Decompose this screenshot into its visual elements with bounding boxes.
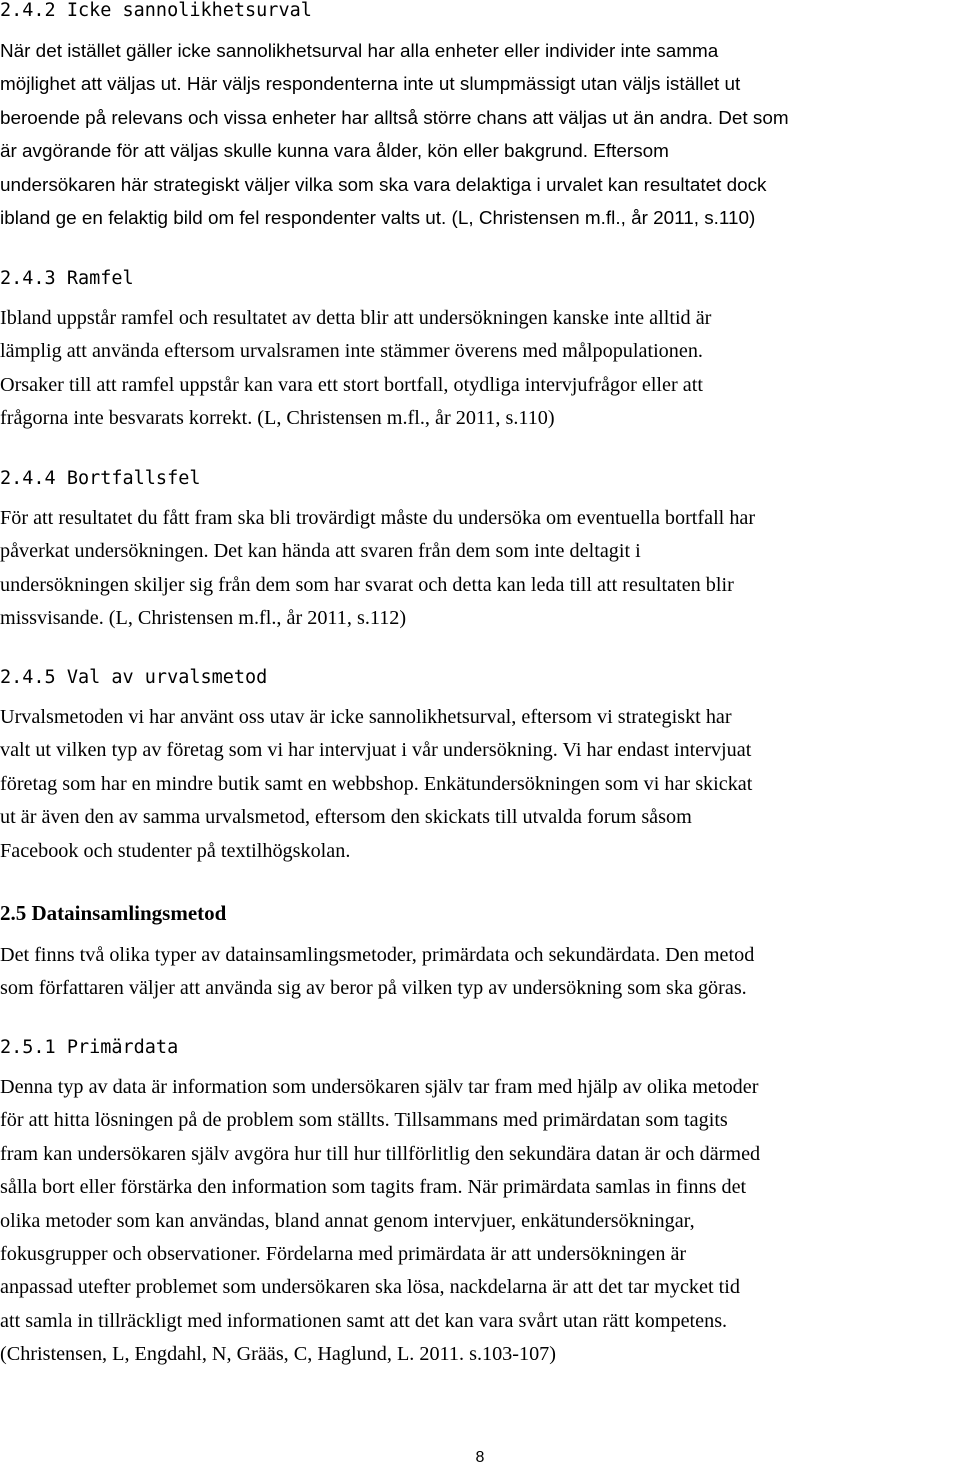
paragraph-line: missvisande. (L, Christensen m.fl., år 2011, s.112) xyxy=(0,607,407,630)
paragraph-line: företag som har en mindre butik samt en webbshop. Enkätundersökningen som vi har skickat xyxy=(0,772,753,795)
section-heading-2-5-1: 2.5.1 Primärdata xyxy=(0,1037,179,1058)
section-heading-2-4-2: 2.4.2 Icke sannolikhetsurval xyxy=(0,0,312,21)
section-heading-2-4-5: 2.4.5 Val av urvalsmetod xyxy=(0,667,268,688)
section-paragraph-2-4-3 xyxy=(0,302,958,436)
paragraph-line: anpassad utefter problemet som undersökaren ska lösa, nackdelarna är att det tar mycket tid xyxy=(0,1276,740,1299)
section-paragraph-2-4-2 xyxy=(0,35,958,235)
paragraph-line: ut är även den av samma urvalsmetod, eftersom den skickats till utvalda forum såsom xyxy=(0,806,692,829)
section-heading-2-4-3: 2.4.3 Ramfel xyxy=(0,268,134,289)
section-paragraph-2-5 xyxy=(0,939,958,1006)
paragraph-line: frågorna inte besvarats korrekt. (L, Christensen m.fl., år 2011, s.110) xyxy=(0,407,555,430)
paragraph-line: Ibland uppstår ramfel och resultatet av detta blir att undersökningen kanske inte alltid är xyxy=(0,307,712,329)
paragraph-line: undersökningen skiljer sig från dem som har svarat och detta kan leda till att resultaten blir xyxy=(0,573,734,596)
paragraph-line: att samla in tillräckligt med informationen samt att det kan vara svårt utan rätt kompetens. xyxy=(0,1309,728,1332)
paragraph-line: sålla bort eller förstärka den information som tagits fram. När primärdata samlas in finns det xyxy=(0,1176,747,1199)
paragraph-line: påverkat undersökningen. Det kan hända att svaren från dem som inte deltagit i xyxy=(0,540,641,563)
paragraph-line: lämplig att använda eftersom urvalsramen inte stämmer överens med målpopulationen. xyxy=(0,340,703,363)
paragraph-line: undersökaren här strategiskt väljer vilka som ska vara delaktiga i urvalet kan resultatet dock xyxy=(0,174,767,196)
paragraph-line: valt ut vilken typ av företag som vi har intervjuat i vår undersökning. Vi har endast intervjuat xyxy=(0,739,752,762)
section-paragraph-2-4-5 xyxy=(0,701,958,868)
paragraph-line: Denna typ av data är information som undersökaren själv tar fram med hjälp av olika metoder xyxy=(0,1076,759,1098)
paragraph-line: är avgörande för att väljas skulle kunna vara ålder, kön eller bakgrund. Eftersom xyxy=(0,141,669,163)
paragraph-line: När det istället gäller icke sannolikhetsurval har alla enheter eller individer inte samma xyxy=(0,41,719,62)
paragraph-line: möjlighet att väljas ut. Här väljs respondenterna inte ut slumpmässigt utan väljs istället ut xyxy=(0,74,741,96)
paragraph-line: Det finns två olika typer av datainsamlingsmetoder, primärdata och sekundärdata. Den metod xyxy=(0,944,755,966)
paragraph-line: för att hitta lösningen på de problem som ställts. Tillsammans med primärdatan som tagits xyxy=(0,1109,728,1132)
paragraph-line: fram kan undersökaren själv avgöra hur till hur tillförlitlig den sekundära datan är och därmed xyxy=(0,1142,761,1165)
paragraph-line: ibland ge en felaktig bild om fel respondenter valts ut. (L, Christensen m.fl., år 2011, s.110) xyxy=(0,208,756,230)
section-heading-2-5: 2.5 Datainsamlingsmetod xyxy=(0,901,227,925)
paragraph-line: Urvalsmetoden vi har använt oss utav är icke sannolikhetsurval, eftersom vi strategiskt har xyxy=(0,706,732,728)
paragraph-line: olika metoder som kan användas, bland annat genom intervjuer, enkätundersökningar, xyxy=(0,1209,695,1232)
paragraph-line: fokusgrupper och observationer. Fördelarna med primärdata är att undersökningen är xyxy=(0,1243,687,1266)
paragraph-line: som författaren väljer att använda sig av beror på vilken typ av undersökning som ska göras. xyxy=(0,977,747,1000)
paragraph-line: Facebook och studenter på textilhögskolan. xyxy=(0,839,351,862)
paragraph-line: För att resultatet du fått fram ska bli trovärdigt måste du undersöka om eventuella bortfall har xyxy=(0,507,756,529)
section-heading-2-4-4: 2.4.4 Bortfallsfel xyxy=(0,468,201,489)
page-number: 8 xyxy=(475,1449,485,1466)
paragraph-line: beroende på relevans och vissa enheter har alltså större chans att väljas ut än andra. Det som xyxy=(0,107,789,129)
paragraph-line: (Christensen, L, Engdahl, N, Grääs, C, Haglund, L. 2011. s.103-107) xyxy=(0,1343,557,1366)
section-paragraph-2-4-4 xyxy=(0,502,958,636)
paragraph-line: Orsaker till att ramfel uppstår kan vara ett stort bortfall, otydliga intervjufrågor eller att xyxy=(0,373,703,396)
section-paragraph-2-5-1 xyxy=(0,1071,958,1372)
